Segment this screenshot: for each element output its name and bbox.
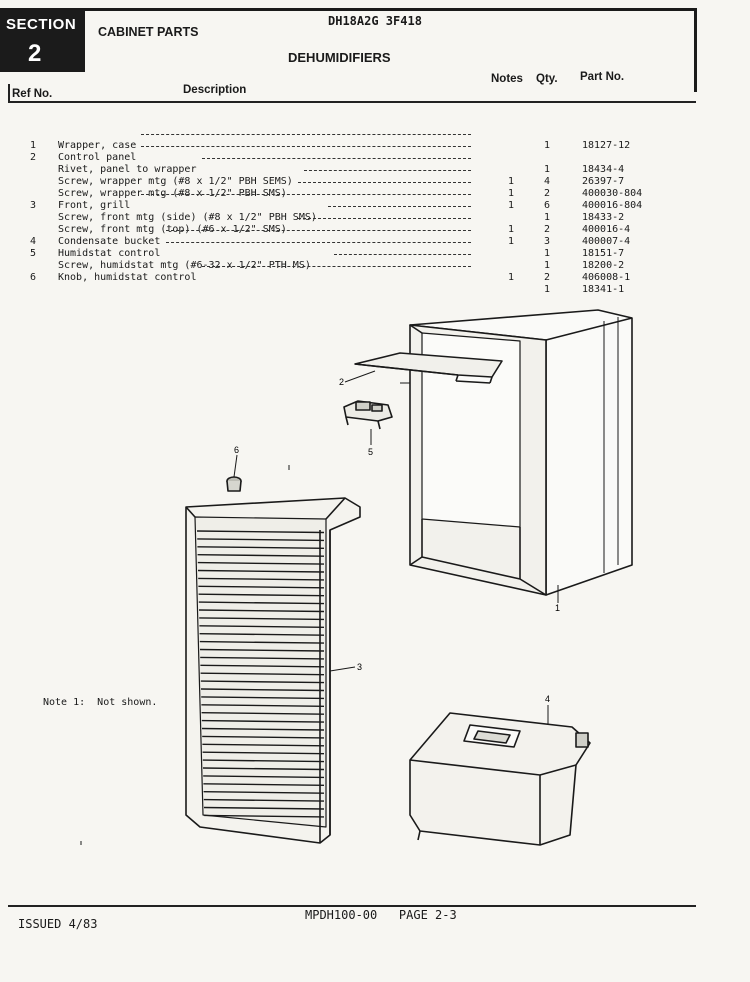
- section-label: SECTION: [6, 16, 77, 33]
- table-row: 1 18127-12: [544, 139, 631, 151]
- header-rule: [8, 101, 696, 103]
- condensate-bucket-drawing: [410, 713, 590, 845]
- callout-3: 3: [357, 662, 363, 672]
- humidstat-drawing: [344, 401, 392, 429]
- col-notes: Notes: [491, 73, 523, 85]
- table-row: Screw, humidstat mtg (#6-32 x 1/2" PTH MS) 1 18341-1: [0, 248, 750, 260]
- header-frame-top: [85, 8, 697, 11]
- wrapper-case-drawing: [410, 310, 632, 595]
- col-part-no: Part No.: [580, 71, 625, 83]
- table-row: 5 Humidstat control 1 2 406008-1: [0, 236, 750, 248]
- callout-6: 6: [234, 445, 240, 455]
- header-rule-left: [8, 84, 10, 102]
- table-row: Screw, front mtg (top) (#6 x 1/2" SMS) 1 18151-7: [0, 212, 750, 224]
- section-number: 2: [28, 40, 42, 67]
- callout-1: 1: [555, 603, 561, 613]
- page-title: CABINET PARTS: [98, 25, 199, 39]
- footer-rule: [8, 905, 696, 907]
- table-row: Rivet, panel to wrapper 1 2 400030-804: [0, 152, 750, 164]
- exploded-parts-diagram: [0, 295, 750, 895]
- table-row: 4 Condensate bucket 1 18200-2: [0, 224, 750, 236]
- table-row: Screw, front mtg (side) (#8 x 1/2" PBH SMS) 1 3 400007-4: [0, 200, 750, 212]
- table-row: 6 Knob, humidstat control: [0, 260, 750, 272]
- callout-5: 5: [368, 447, 374, 457]
- header-frame-right: [694, 8, 697, 92]
- col-qty: Qty.: [536, 73, 558, 85]
- page-subtitle: DEHUMIDIFIERS: [288, 50, 391, 65]
- col-description: Description: [183, 84, 247, 96]
- diagram-note: Note 1: Not shown.: [43, 697, 158, 708]
- section-badge: [0, 8, 85, 72]
- callout-2: 2: [339, 377, 345, 387]
- table-row: 3 Front, grill 1 2 400016-4: [0, 188, 750, 200]
- parts-list: [0, 116, 750, 295]
- knob-drawing: [227, 477, 241, 491]
- document-page-number: MPDH100-00 PAGE 2-3: [305, 908, 457, 922]
- col-ref: Ref No.: [12, 88, 53, 100]
- callout-4: 4: [545, 694, 551, 704]
- model-numbers: DH18A2G 3F418: [328, 14, 422, 28]
- table-row: 2 Control panel 1 4 26397-7: [0, 140, 750, 152]
- table-row: 1 Wrapper, case 1 18434-4: [0, 128, 750, 140]
- issued-date: ISSUED 4/83: [18, 917, 98, 931]
- table-row: Screw, wrapper mtg (#8 x 1/2" PBH SMS) 1 18433-2: [0, 176, 750, 188]
- table-row: Screw, wrapper mtg (#8 x 1/2" PBH SEMS) 1 6 400016-804: [0, 164, 750, 176]
